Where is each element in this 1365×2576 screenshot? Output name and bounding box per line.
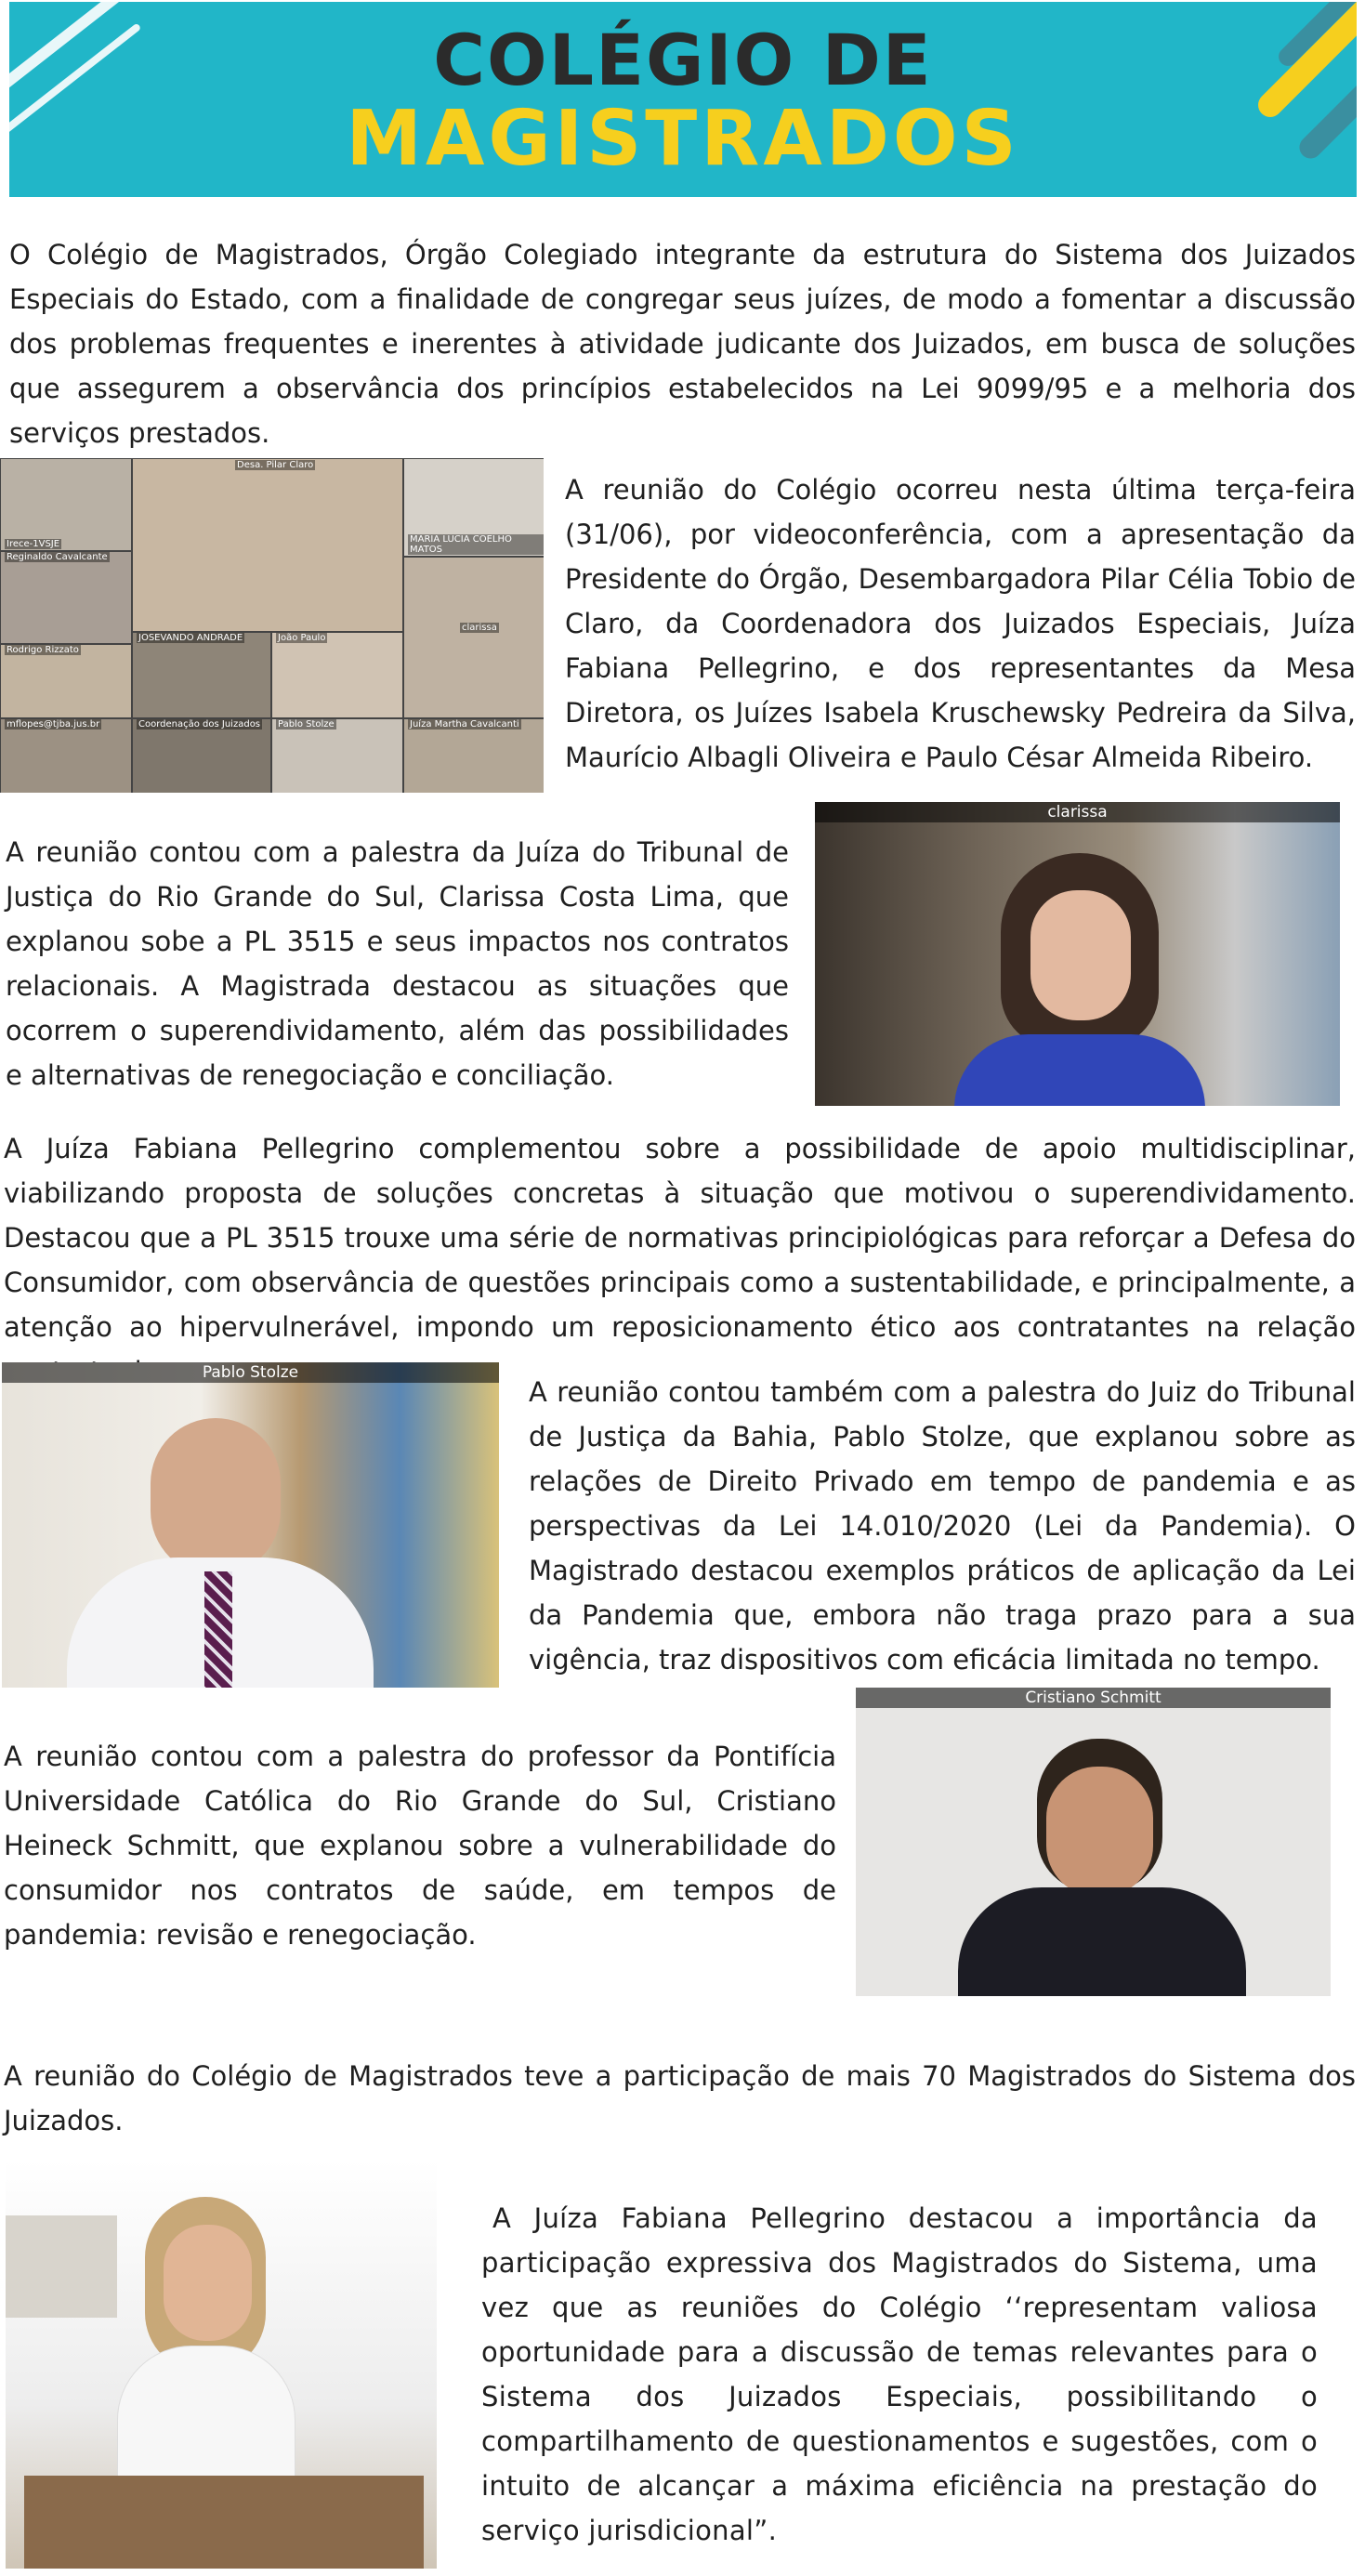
grid-tile xyxy=(0,551,132,644)
clarissa-paragraph: A reunião contou com a palestra da Juíza do Tribunal de Justiça do Rio Grande do Sul, Clarissa Costa Lima, que explanou sobe a PL 3515 e seus impactos nos contratos relacionais. A Magistrada destacou as situações que ocorrem o superendividamento, além das possibilidades e alternativas de renegociação e conciliação. xyxy=(6,836,789,1091)
grid-tile xyxy=(403,458,544,557)
person-face xyxy=(1030,890,1131,1020)
grid-tile xyxy=(132,632,271,718)
desk xyxy=(24,2476,424,2569)
grid-tile-label: Desa. Pilar Claro xyxy=(237,460,314,470)
grid-tile-label: Juíza Martha Cavalcanti xyxy=(410,719,519,729)
banner-title-line1: COLÉGIO DE xyxy=(433,19,933,101)
cristiano-photo xyxy=(856,1688,1331,1996)
videoconference-grid-photo xyxy=(0,458,544,793)
grid-tile-label: mflopes@tjba.jus.br xyxy=(7,719,100,729)
banner-title-line2: MAGISTRADOS xyxy=(346,95,1020,183)
grid-tile-label: MARIA LUCIA COELHO MATOS xyxy=(408,534,544,555)
fabiana-paragraph: A Juíza Fabiana Pellegrino complementou sobre a possibilidade de apoio multidisciplinar, viabilizando proposta de soluções concretas à situação que motivou o superendividamento. Destacou que a PL 3515 trouxe uma série de normativas principiológicas para reforçar a Defesa do Consumidor, com observância de questões principais como a sustentabilidade, e principalmente, a atenção ao hipervulnerável, impondo um reposicionamento ético aos contratantes na relação xyxy=(4,1133,1356,1343)
grid-tile xyxy=(0,458,132,551)
clarissa-photo-label: clarissa xyxy=(815,802,1340,822)
cristiano-paragraph: A reunião contou com a palestra do professor da Pontifícia Universidade Católica do Rio Grande do Sul, Cristiano Heineck Schmitt, que explanou sobre a vulnerabilidade do consumidor nos contratos de saúde, em tempos de pandemia: revisão e renegociação. xyxy=(4,1741,836,1951)
person-face xyxy=(164,2225,252,2341)
intro-paragraph: O Colégio de Magistrados, Órgão Colegiado integrante da estrutura do Sistema dos Juizados Especiais do Estado, com a finalidade de congregar seus juízes, de modo a fomentar a discussão dos problemas frequentes e inerentes à atividade judicante dos Juizados, em busca de soluções que assegurem a observância dos princípios estabelecidos na Lei 9099/95 e a melhoria dos serviços prestados. xyxy=(9,239,1356,449)
person-tie xyxy=(204,1571,232,1688)
grid-tile-label: Pablo Stolze xyxy=(278,719,335,729)
grid-tile xyxy=(271,718,403,793)
header-banner xyxy=(9,2,1357,197)
person-face xyxy=(1046,1767,1153,1897)
person-face xyxy=(151,1418,281,1576)
grid-tile-label: Irece-1VSJE xyxy=(7,539,60,549)
clarissa-photo xyxy=(815,802,1340,1106)
fabiana-photo xyxy=(6,2160,437,2569)
grid-tile xyxy=(0,644,132,718)
grid-tile-label: João Paulo xyxy=(278,633,326,643)
grid-tile-label: Coordenação dos Juizados xyxy=(138,719,261,729)
person-jacket xyxy=(958,1887,1246,1996)
meeting-paragraph: A reunião do Colégio ocorreu nesta última terça-feira (31/06), por videoconferência, com a apresentação da Presidente do Órgão, Desembargadora Pilar Célia Tobio de Claro, da Coordenadora dos Juizados Especiais, Juíza Fabiana Pellegrino, e dos representantes da Mesa Diretora, os Juízes Isabela Kruschewsky Pedreira da Silva, Maurício Albagli Oliveira e Paulo César Almeida Ribeiro. xyxy=(565,474,1356,773)
closing-paragraph: A Juíza Fabiana Pellegrino destacou a importância da participação expressiva dos Magistrados do Sistema, uma vez que as reuniões do Colégio ‘‘representam valiosa oportunidade para a discussão de temas relevantes para o Sistema dos Juizados Especiais, possibilitando o compartilhamento de questionamentos e sugestões, com o intuito de alcançar a máxima eficiência na prestação do serviço jurisdicional”. xyxy=(481,2202,1318,2546)
participation-paragraph: A reunião do Colégio de Magistrados teve a participação de mais 70 Magistrados do Sistema dos Juizados. xyxy=(4,2060,1356,2136)
pablo-photo xyxy=(2,1362,499,1688)
cristiano-photo-label: Cristiano Schmitt xyxy=(856,1688,1331,1708)
grid-tile-label: Rodrigo Rizzato xyxy=(7,645,79,655)
grid-tile xyxy=(403,557,544,718)
grid-tile xyxy=(132,718,271,793)
grid-tile-label: JOSEVANDO ANDRADE xyxy=(138,633,243,643)
grid-tile xyxy=(0,718,132,793)
grid-tile-label: Reginaldo Cavalcante xyxy=(7,552,108,562)
grid-tile xyxy=(132,458,403,632)
office-shelf xyxy=(6,2215,117,2318)
grid-tile-label: clarissa xyxy=(462,623,497,633)
grid-tile xyxy=(403,718,544,793)
pablo-paragraph: A reunião contou também com a palestra do Juiz do Tribunal de Justiça da Bahia, Pablo Stolze, que explanou sobre as relações de Direito Privado em tempo de pandemia e as perspectivas da Lei 14.010/2020 (Lei da Pandemia). O Magistrado destacou exemplos práticos de aplicação da Lei da Pandemia que, embora não traga prazo para a sua vigência, traz dispositivos com eficácia limitada no tempo. xyxy=(529,1376,1356,1676)
person-sweater xyxy=(954,1034,1205,1106)
pablo-photo-label: Pablo Stolze xyxy=(2,1362,499,1383)
grid-tile xyxy=(271,632,403,718)
